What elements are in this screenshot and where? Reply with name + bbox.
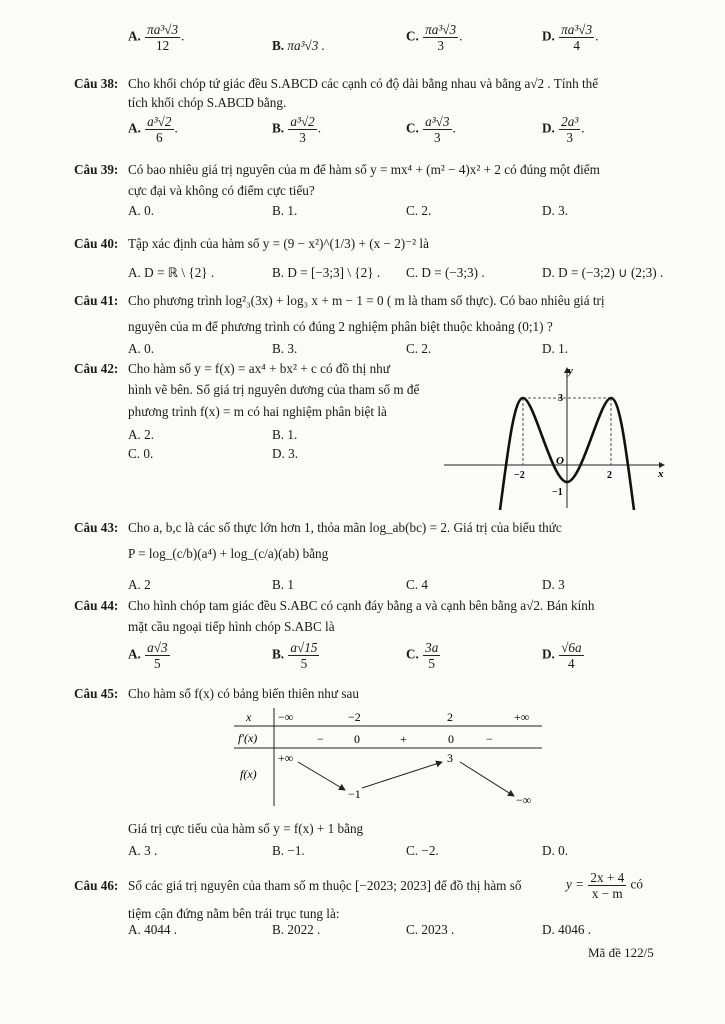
- y-axis-label: y: [568, 365, 573, 377]
- question-label: Câu 39:: [74, 162, 119, 177]
- question-label: Câu 44:: [74, 598, 119, 613]
- fraction: $\frac{\text{2a³}}{3}$: [561, 114, 579, 145]
- q38-option-d[interactable]: D. $\frac{\text{2a³}}{3}$ .: [542, 114, 585, 145]
- f-value: +∞: [278, 751, 294, 765]
- x-axis-label: x: [658, 468, 664, 480]
- q37-option-d[interactable]: D. $\frac{\text{πa³√3}}{4}$ .: [542, 22, 599, 53]
- q41-option-a[interactable]: A. 0.: [128, 341, 155, 356]
- q42-function-graph: [442, 360, 672, 512]
- origin-label: O: [556, 455, 564, 467]
- question-label: Câu 43:: [74, 520, 119, 535]
- page-footer: Mã đề 122/5: [588, 945, 654, 960]
- q39-option-c[interactable]: C. 2.: [406, 203, 432, 218]
- fraction: $\frac{\text{a³√2}}{3}$: [290, 114, 315, 145]
- f-value: −∞: [516, 793, 532, 807]
- q40-option-c[interactable]: C. D = (−3;3) .: [406, 265, 485, 280]
- q44-option-d[interactable]: D. $\frac{√6a}{4}$: [542, 640, 582, 671]
- arrow-up: [362, 762, 442, 788]
- fprime-sign: −: [486, 732, 493, 746]
- fraction: $\frac{\text{πa³√3}}{3}$: [425, 22, 457, 53]
- q46-option-d[interactable]: D. 4046 .: [542, 922, 592, 937]
- question-text: Cho a, b,c là các số thực lớn hơn 1, thỏa mãn log_ab(bc) = 2. Giá trị của biểu thức: [128, 520, 562, 535]
- question-text: tích khối chóp S.ABCD bằng.: [128, 95, 287, 110]
- question-text: nguyên của m để phương trình có đúng 2 nghiệm phân biệt thuộc khoảng (0;1) ?: [128, 319, 553, 334]
- q46-option-b[interactable]: B. 2022 .: [272, 922, 321, 937]
- q39-option-b[interactable]: B. 1.: [272, 203, 298, 218]
- tick-label-neg1: −1: [552, 487, 563, 498]
- q40-option-d[interactable]: D. D = (−3;2) ∪ (2;3) .: [542, 265, 664, 280]
- fraction: $\frac{2x + 4}{x - m}$: [590, 870, 625, 901]
- variation-table: [230, 706, 550, 810]
- q40-option-a[interactable]: A. D = ℝ \ {2} .: [128, 265, 215, 280]
- question-text: Giá trị cực tiểu của hàm số y = f(x) + 1 bằng: [128, 821, 364, 836]
- q38-option-a[interactable]: A. $\frac{\text{a³√2}}{6}$ .: [128, 114, 178, 145]
- q43-option-c[interactable]: C. 4: [406, 577, 428, 592]
- row-label-fprime: f′(x): [238, 731, 258, 745]
- question-label: Câu 45:: [74, 686, 119, 701]
- question-text: Cho khối chóp tứ giác đều S.ABCD các cạnh có độ dài bằng nhau và bằng a√2 . Tính thể: [128, 76, 599, 91]
- arrow-down: [460, 762, 514, 796]
- question-text: Cho hàm số f(x) có bảng biến thiên như sau: [128, 686, 359, 701]
- question-text: mặt cầu ngoại tiếp hình chóp S.ABC là: [128, 619, 335, 634]
- question-label: Câu 40:: [74, 236, 119, 251]
- fprime-zero: 0: [448, 732, 454, 746]
- question-text: Có bao nhiêu giá trị nguyên của m để hàm số y = mx⁴ + (m² − 4)x² + 2 có đúng một điểm: [128, 162, 600, 177]
- question-label: Câu 42:: [74, 361, 119, 376]
- x-value: +∞: [514, 710, 530, 724]
- question-text: Tập xác định của hàm số y = (9 − x²)^(1/3) + (x − 2)⁻² là: [128, 236, 429, 251]
- tick-label-3: 3: [558, 393, 563, 404]
- q46-function: y = $\frac{2x + 4}{x - m}$ có: [566, 870, 643, 901]
- q45-option-d[interactable]: D. 0.: [542, 843, 569, 858]
- question-label: Câu 46:: [74, 878, 119, 893]
- q45-option-c[interactable]: C. −2.: [406, 843, 439, 858]
- question-label: Câu 41:: [74, 293, 119, 308]
- q45-option-b[interactable]: B. −1.: [272, 843, 305, 858]
- question-text: P = log_(c/b)(a⁴) + log_(c/a)(ab) bằng: [128, 546, 329, 561]
- q42-option-b[interactable]: B. 1.: [272, 427, 298, 442]
- q41-option-c[interactable]: C. 2.: [406, 341, 432, 356]
- arrow-down: [298, 762, 345, 790]
- q41-option-b[interactable]: B. 3.: [272, 341, 298, 356]
- question-text: cực đại và không có điểm cực tiểu?: [128, 183, 315, 198]
- q41-option-d[interactable]: D. 1.: [542, 341, 569, 356]
- f-value: 3: [447, 751, 453, 765]
- q46-option-c[interactable]: C. 2023 .: [406, 922, 455, 937]
- row-label-x: x: [246, 710, 252, 724]
- question-text: Số các giá trị nguyên của tham số m thuộc [−2023; 2023] để đồ thị hàm số: [128, 878, 522, 893]
- fraction: $\frac{\text{πa³√3}}{4}$: [561, 22, 593, 53]
- fraction: $\frac{\text{a³√2}}{6}$: [147, 114, 172, 145]
- tick-label-2: 2: [607, 470, 612, 481]
- fraction: $\frac{√6a}{4}$: [561, 640, 582, 671]
- q42-option-d[interactable]: D. 3.: [272, 446, 299, 461]
- q39-option-a[interactable]: A. 0.: [128, 203, 155, 218]
- q43-option-a[interactable]: A. 2: [128, 577, 151, 592]
- question-text: Cho hình chóp tam giác đều S.ABC có cạnh đáy bằng a và cạnh bên bằng a√2. Bán kính: [128, 598, 595, 613]
- q45-option-a[interactable]: A. 3 .: [128, 843, 158, 858]
- q43-option-d[interactable]: D. 3: [542, 577, 565, 592]
- q38-option-b[interactable]: B. $\frac{\text{a³√2}}{3}$ .: [272, 114, 322, 145]
- fprime-zero: 0: [354, 732, 360, 746]
- q43-option-b[interactable]: B. 1: [272, 577, 294, 592]
- q38-option-c[interactable]: C. $\frac{\text{a³√3}}{3}$ .: [406, 114, 456, 145]
- question-text: Cho hàm số y = f(x) = ax⁴ + bx² + c có đồ thị như: [128, 361, 390, 376]
- fprime-sign: −: [317, 732, 324, 746]
- x-value: −2: [348, 710, 361, 724]
- question-text: hình vẽ bên. Số giá trị nguyên dương của tham số m để: [128, 382, 420, 397]
- question-text: Cho phương trình log²₃(3x) + log₃ x + m − 1 = 0 ( m là tham số thực). Có bao nhiêu giá trị: [128, 293, 605, 308]
- fraction: $\frac{a√3}{5}$: [147, 640, 168, 671]
- row-label-f: f(x): [240, 767, 257, 781]
- q37-option-c[interactable]: C. $\frac{\text{πa³√3}}{3}$ .: [406, 22, 463, 53]
- fprime-sign: +: [400, 732, 407, 746]
- q46-option-a[interactable]: A. 4044 .: [128, 922, 178, 937]
- f-value: −1: [348, 787, 361, 801]
- question-label: Câu 38:: [74, 76, 119, 91]
- q42-option-a[interactable]: A. 2.: [128, 427, 155, 442]
- tick-label-neg2: −2: [514, 470, 525, 481]
- fraction: $\frac{\text{πa³√3}}{12}$: [147, 22, 179, 53]
- question-text: phương trình f(x) = m có hai nghiệm phân biệt là: [128, 404, 387, 419]
- q44-option-a[interactable]: A. $\frac{a√3}{5}$: [128, 640, 168, 671]
- x-value: 2: [447, 710, 453, 724]
- question-text: tiệm cận đứng nằm bên trái trục tung là:: [128, 906, 340, 921]
- q42-option-c[interactable]: C. 0.: [128, 446, 154, 461]
- q37-option-a[interactable]: A. $\frac{\text{πa³√3}}{12}$ .: [128, 22, 185, 53]
- q44-option-b[interactable]: B. $\frac{a√15}{5}$: [272, 640, 318, 671]
- q44-option-c[interactable]: C. $\frac{3a}{5}$: [406, 640, 439, 671]
- q40-option-b[interactable]: B. D = [−3;3] \ {2} .: [272, 265, 381, 280]
- q37-option-b[interactable]: B. πa³√3 .: [272, 38, 325, 53]
- x-value: −∞: [278, 710, 294, 724]
- q39-option-d[interactable]: D. 3.: [542, 203, 569, 218]
- fraction: $\frac{3a}{5}$: [425, 640, 439, 671]
- fraction: $\frac{\text{a³√3}}{3}$: [425, 114, 450, 145]
- fraction: $\frac{a√15}{5}$: [290, 640, 318, 671]
